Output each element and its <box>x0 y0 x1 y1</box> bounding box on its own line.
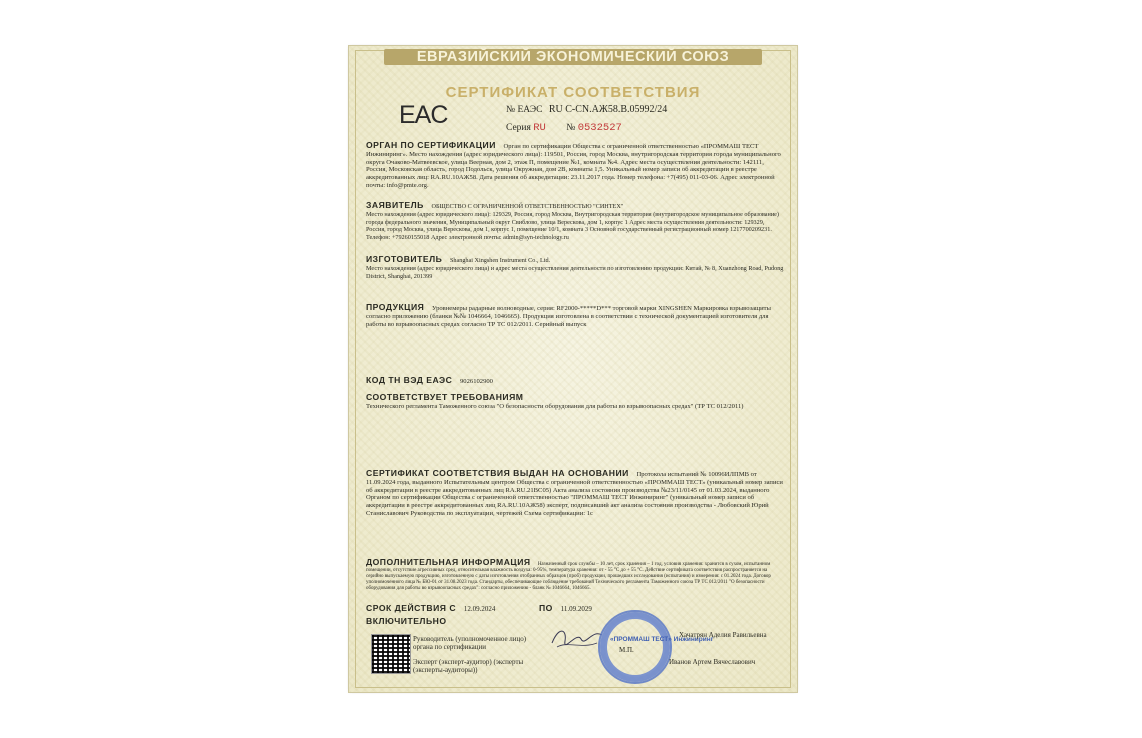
reg-label: № ЕАЭС <box>506 105 543 115</box>
certificate-title: СЕРТИФИКАТ СООТВЕТСТВИЯ <box>445 84 701 101</box>
code-section <box>366 377 785 386</box>
manufacturer-text: Место нахождения (адрес юридического лица) и адрес места осуществления деятельности по изготовлению продукции: Китай, № 8, Xuanzhong Road, Pudong District, Shanghai, 201399 <box>366 264 784 280</box>
validity-to-date: 11.09.2029 <box>560 605 592 613</box>
series-value: RU <box>533 122 546 134</box>
series-label: Серия <box>506 123 531 133</box>
product-section <box>366 304 785 328</box>
product-text: Уровнемеры радарные волноводные, серия: RF2000-*****D*** торговой марки XINGSHEN Маркировка взрывозащиты согласно приложению (бланки №№ 1046664, 1046665). Продукция изготовлена в соответствии с технической документацией изготовителя для работы во взрывоопасных средах согласно ТР ТС 012/2011. Серийный выпуск <box>366 305 771 328</box>
validity-heading: СРОК ДЕЙСТВИЯ С <box>366 603 457 613</box>
code-heading: КОД ТН ВЭД ЕАЭС <box>366 375 453 385</box>
validity-to-label: ПО <box>539 603 553 613</box>
eac-mark: EAC <box>399 101 448 129</box>
compliance-section <box>366 394 785 411</box>
reg-value: RU C-CN.АЖ58.В.05992/24 <box>548 104 668 115</box>
applicant-section <box>366 202 785 242</box>
head-name: Хачатрян Аделия Равильевна <box>679 631 767 639</box>
additional-text: Назначенный срок службы – 10 лет, срок хранения – 1 год, условия хранения: хранится в сухом, испытанном помещении, отсутствие агрессивных сред, относительная влажность воздуха: 0-95%, температура хранения: от - 55 °C до + 55 °C. Действие сертификата соответствия распространяется на серийно выпускаемую продукцию, изготовленную с даты изготовления отобранных образцов (проб) продукции, прошедших исследования (испытания) и измерения: с 01.2024 года. Договор уполномоченного лица № БЮ-01 от 31.08.2023 года. Стандарты, обеспечивающие соблюдение требований Технического регламента Таможенного союза ТР ТС 012/2011 "О безопасности оборудования для работы во взрывоопасных средах": согласно приложению - бланк № 1046664, 1046665. <box>366 562 771 591</box>
expert-signature-label: Эксперт (эксперт-аудитор) (эксперты (эксперты-аудиторы)) <box>413 658 524 674</box>
compliance-text: Технического регламента Таможенного союза "О безопасности оборудования для работы во взрывоопасных средах" (ТР ТС 012/2011) <box>366 402 744 410</box>
manufacturer-section <box>366 256 785 280</box>
additional-section <box>366 559 785 592</box>
validity-from-date: 12.09.2024 <box>463 605 496 613</box>
inclusive-label <box>366 616 453 626</box>
basis-heading: СЕРТИФИКАТ СООТВЕТСТВИЯ ВЫДАН НА ОСНОВАНИИ <box>366 468 629 478</box>
applicant-text: Место нахождения (адрес юридического лица): 129329, Россия, город Москва, Внутригородская территория (внутригородское муниципальное образование) города федерального значения, Муниципальный округ Свиблово, улица Верескова, дом 1, корпус 1 Адрес места осуществления деятельности: 129329, Россия, город Москва, улица Верескова, дом 1, корпус 1, помещение 10/1, комната 3 Основной государственный регистрационный номер 1217700209231. Телефон: +79260155018 Адрес электронной почты: admin@syn-technology.ru <box>366 210 779 242</box>
num-label: № <box>566 123 576 133</box>
expert-name: Иванов Артем Вячеславович <box>669 658 756 666</box>
basis-text: Протокола испытаний № 10096ИЛПМВ от 11.09.2024 года, выданного Испытательным центром Общества с ограниченной ответственностью «ПРОММАШ ТЕСТ» (уникальный номер записи об аккредитации в реестре аккредитованных лиц RA.RU.21ВС05) Акта анализа состояния производства №23/11/0145 от 01.03.2024, выданного Органом по сертификации Общества с ограниченной ответственностью "ПРОММАШ ТЕСТ Инжиниринг" (уникальный номер записи об аккредитации в реестре аккредитованных лиц RA.RU.10АЖ58) эксперт, подписавший акт анализа состояния производства - Любовский Юрий Станиславович Руководства по эксплуатации, чертежей Схема сертификации: 1с <box>366 471 783 517</box>
applicant-heading: ЗАЯВИТЕЛЬ <box>366 200 424 210</box>
mp-label: М.П. <box>619 646 634 654</box>
additional-heading: ДОПОЛНИТЕЛЬНАЯ ИНФОРМАЦИЯ <box>366 557 531 567</box>
validity-to <box>539 603 592 613</box>
organ-section <box>366 142 785 190</box>
manufacturer-name: Shanghai Xingshen Instrument Co., Ltd. <box>449 257 551 264</box>
series-number <box>506 122 622 134</box>
product-heading: ПРОДУКЦИЯ <box>366 302 425 312</box>
head-signature-label: Руководитель (уполномоченное лицо) органа по сертификации <box>413 635 527 651</box>
qr-code-icon <box>371 634 411 674</box>
stamp-text: «ПРОММАШ ТЕСТ» Инжиниринг <box>610 636 714 643</box>
compliance-heading: СООТВЕТСТВУЕТ ТРЕБОВАНИЯМ <box>366 392 524 402</box>
certificate-document <box>349 46 797 692</box>
registration-number <box>506 104 667 115</box>
manufacturer-heading: ИЗГОТОВИТЕЛЬ <box>366 254 443 264</box>
applicant-name: ОБЩЕСТВО С ОГРАНИЧЕННОЙ ОТВЕТСТВЕННОСТЬЮ "СИНТЕХ" <box>431 203 624 210</box>
basis-section <box>366 470 785 518</box>
code-value: 9026102900 <box>460 378 493 385</box>
seal-stamp-icon <box>598 610 672 684</box>
organ-heading: ОРГАН ПО СЕРТИФИКАЦИИ <box>366 140 496 150</box>
inclusive-text: ВКЛЮЧИТЕЛЬНО <box>366 616 447 626</box>
validity-from <box>366 603 495 613</box>
num-value: 0532527 <box>577 122 622 134</box>
organ-text: Орган по сертификации Общества с ограниченной ответственностью «ПРОММАШ ТЕСТ Инжиниринг». Место нахождения (адрес юридического лица): 119501, Россия, город Москва, внутригородская территория города муниципального округа Очаково-Матвеевское, улица Веерная, дом 2, этаж П, помещение №1, комната №4. Адрес места осуществления деятельности: 142111, Россия, Московская область, город Подольск, улица Окружная, дом 2В, комнаты 1,5. Уникальный номер записи об аккредитации в реестре аккредитованных лиц: RA.RU.10АЖ58. Дата решения об аккредитации: 23.11.2017 года. Номер телефона: +7(495) 011-03-06. Адрес электронной почты: info@pmte.org. <box>366 143 781 189</box>
union-band: ЕВРАЗИЙСКИЙ ЭКОНОМИЧЕСКИЙ СОЮЗ <box>384 49 762 65</box>
